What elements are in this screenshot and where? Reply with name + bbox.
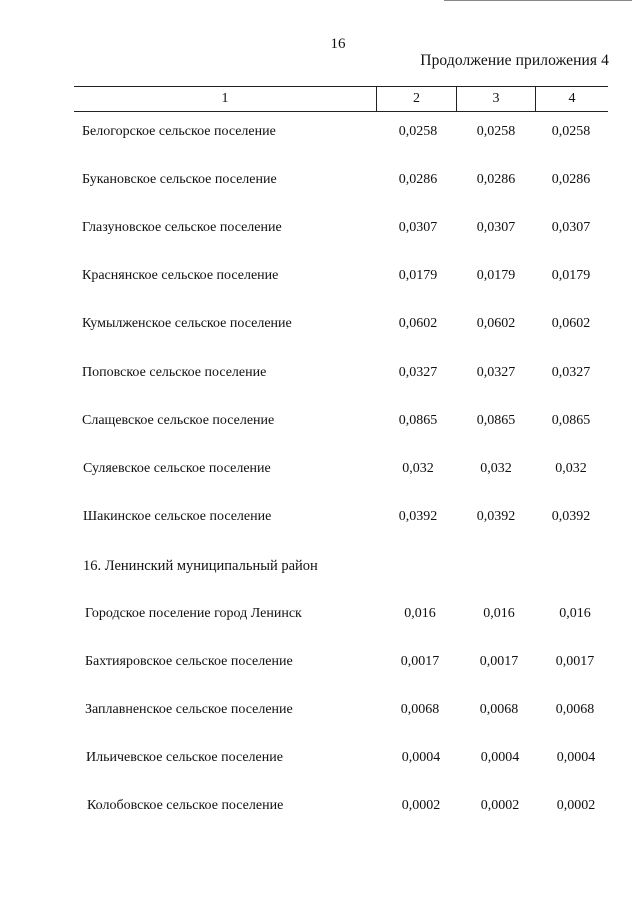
value-col-4: 0,0307 [551,220,591,235]
settlement-name: Ильичевское сельское поселение [86,750,283,765]
value-col-2: 0,016 [404,606,436,621]
value-col-4: 0,0179 [551,268,591,283]
value-col-3: 0,0602 [476,316,516,331]
value-col-3: 0,016 [483,606,515,621]
settlement-name: Шакинское сельское поселение [83,509,272,524]
value-col-3: 0,0865 [476,413,516,428]
value-col-3: 0,0017 [479,654,519,669]
settlement-name: Бахтияровское сельское поселение [85,654,293,669]
table-row [0,413,640,433]
value-col-4: 0,0258 [551,124,591,139]
settlement-name: Суляевское сельское поселение [83,461,271,476]
value-col-4: 0,0602 [551,316,591,331]
table-row [0,365,640,385]
value-col-2: 0,0307 [398,220,438,235]
value-col-3: 0,0004 [480,750,520,765]
table-row [0,220,640,240]
value-col-4: 0,0002 [556,798,596,813]
settlement-name: Белогорское сельское поселение [82,124,276,139]
header-col-1: 1 [221,91,229,106]
value-col-2: 0,032 [402,461,434,476]
table-row [0,509,640,529]
table-row [0,702,640,722]
value-col-2: 0,0286 [398,172,438,187]
table-row [0,606,640,626]
value-col-3: 0,0002 [480,798,520,813]
value-col-4: 0,0865 [551,413,591,428]
header-col-2: 2 [376,87,456,111]
table-row [0,316,640,336]
value-col-2: 0,0179 [398,268,438,283]
value-col-4: 0,0068 [555,702,595,717]
value-col-3: 0,0392 [476,509,516,524]
page-number: 16 [330,36,346,52]
value-col-2: 0,0602 [398,316,438,331]
value-col-4: 0,0004 [556,750,596,765]
value-col-3: 0,032 [480,461,512,476]
top-border-fragment [444,0,632,1]
value-col-4: 0,0017 [555,654,595,669]
settlement-name: Букановское сельское поселение [82,172,277,187]
value-col-4: 0,016 [559,606,591,621]
table-row [0,124,640,144]
table-row [0,172,640,192]
settlement-name: Заплавненское сельское поселение [85,702,293,717]
settlement-name: Слащевское сельское поселение [82,413,275,428]
section-title: 16. Ленинский муниципальный район [83,558,318,574]
value-col-2: 0,0392 [398,509,438,524]
value-col-4: 0,0286 [551,172,591,187]
value-col-4: 0,0392 [551,509,591,524]
value-col-2: 0,0068 [400,702,440,717]
header-col-3: 3 [456,87,535,111]
table-row [0,268,640,288]
settlement-name: Поповское сельское поселение [82,365,267,380]
value-col-3: 0,0307 [476,220,516,235]
value-col-3: 0,0068 [479,702,519,717]
table-row [0,750,640,770]
value-col-2: 0,0865 [398,413,438,428]
value-col-2: 0,0017 [400,654,440,669]
value-col-3: 0,0327 [476,365,516,380]
table-header [74,86,608,112]
value-col-3: 0,0286 [476,172,516,187]
settlement-name: Краснянское сельское поселение [82,268,279,283]
settlement-name: Глазуновское сельское поселение [82,220,282,235]
value-col-3: 0,0258 [476,124,516,139]
continuation-label: Продолжение приложения 4 [420,52,609,69]
value-col-2: 0,0327 [398,365,438,380]
settlement-name: Колобовское сельское поселение [87,798,284,813]
settlement-name: Кумылженское сельское поселение [82,316,292,331]
table-row [0,654,640,674]
value-col-4: 0,0327 [551,365,591,380]
value-col-4: 0,032 [555,461,587,476]
table-row [0,798,640,818]
value-col-3: 0,0179 [476,268,516,283]
header-col-4: 4 [535,87,608,111]
settlement-name: Городское поселение город Ленинск [85,606,302,621]
value-col-2: 0,0258 [398,124,438,139]
value-col-2: 0,0002 [401,798,441,813]
value-col-2: 0,0004 [401,750,441,765]
table-row [0,461,640,481]
